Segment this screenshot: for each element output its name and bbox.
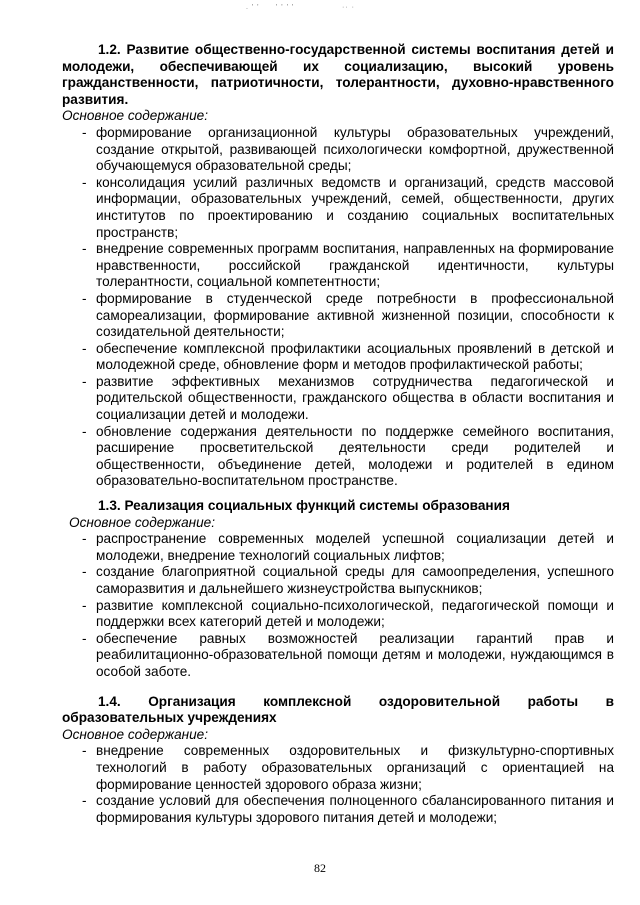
page-number: 82	[314, 861, 326, 875]
section-heading: 1.4. Организация комплексной оздоровительной работы в образовательных учреждениях	[62, 693, 614, 726]
list-item: - внедрение современных оздоровительных и физкультурно-спортивных технологий в работу образовательных организаций с ориентацией на формирование ценностей здорового образа жизни;	[96, 743, 614, 793]
section-heading: 1.3. Реализация социальных функций системы образования	[98, 498, 510, 514]
list-item: - формирование в студенческой среде потребности в профессиональной самореализации, формирование активной жизненной позиции, способности к созидательной деятельности;	[96, 291, 614, 341]
content-list	[62, 743, 614, 826]
content-list	[62, 531, 614, 680]
list-item: - развитие комплексной социально-психологической, педагогической помощи и поддержки всех категорий детей и молодежи;	[96, 598, 614, 631]
list-item: - формирование организационной культуры образовательных учреждений, создание открытой, развивающей психологически комфортной, дружественной обучающемуся образовательной среды;	[96, 125, 614, 175]
section-subheading: Основное содержание:	[62, 726, 209, 742]
section-1-4	[62, 694, 614, 827]
list-item: - создание условий для обеспечения полноценного сбалансированного питания и формирования культуры здорового питания детей и молодежи;	[96, 793, 614, 826]
list-item: - распространение современных моделей успешной социализации детей и молодежи, внедрение технологий социальных лифтов;	[96, 531, 614, 564]
list-item: - внедрение современных программ воспитания, направленных на формирование нравственности, российской гражданской идентичности, культуры толерантности, социальной компетентности;	[96, 241, 614, 291]
scan-artifact: ·· ·	[342, 4, 355, 11]
section-heading: 1.2. Развитие общественно-государственной системы воспитания детей и молодежи, обеспечивающей их социализацию, высокий уровень гражданственности, патриотичности, толерантности, духовно-нравственного развития.	[62, 42, 614, 107]
list-item: - создание благоприятной социальной среды для самоопределения, успешного саморазвития и дальнейшего жизнеустройства выпускников;	[96, 564, 614, 597]
list-item: - обеспечение равных возможностей реализации гарантий прав и реабилитационно-образовательной помощи детям и молодежи, нуждающимся в особой заботе.	[96, 631, 614, 681]
list-item: - развитие эффективных механизмов сотрудничества педагогической и родительской общественности, гражданского общества в области воспитания и социализации детей и молодежи.	[96, 374, 614, 424]
content-list	[62, 125, 614, 490]
list-item: - обновление содержания деятельности по поддержке семейного воспитания, расширение просветительской деятельности среди родителей и общественности, объединение детей, молодежи и родителей в едином образовательно-воспитательном пространстве.	[96, 424, 614, 490]
section-1-2	[62, 42, 614, 490]
section-subheading: Основное содержание:	[62, 108, 209, 124]
document-body	[62, 42, 614, 826]
list-item: - обеспечение комплексной профилактики асоциальных проявлений в детской и молодежной среде, обновление форм и методов профилактической работы;	[96, 341, 614, 374]
section-1-3	[62, 498, 614, 681]
list-item: - консолидация усилий различных ведомств и организаций, средств массовой информации, образовательных учреждений, семей, общественности, других институтов по проектированию и созданию социальных воспитательных пространств;	[96, 175, 614, 241]
scan-artifact: ' ' ' '	[276, 4, 295, 11]
scan-artifact: . ' '	[246, 4, 260, 11]
section-subheading: Основное содержание:	[69, 514, 216, 530]
